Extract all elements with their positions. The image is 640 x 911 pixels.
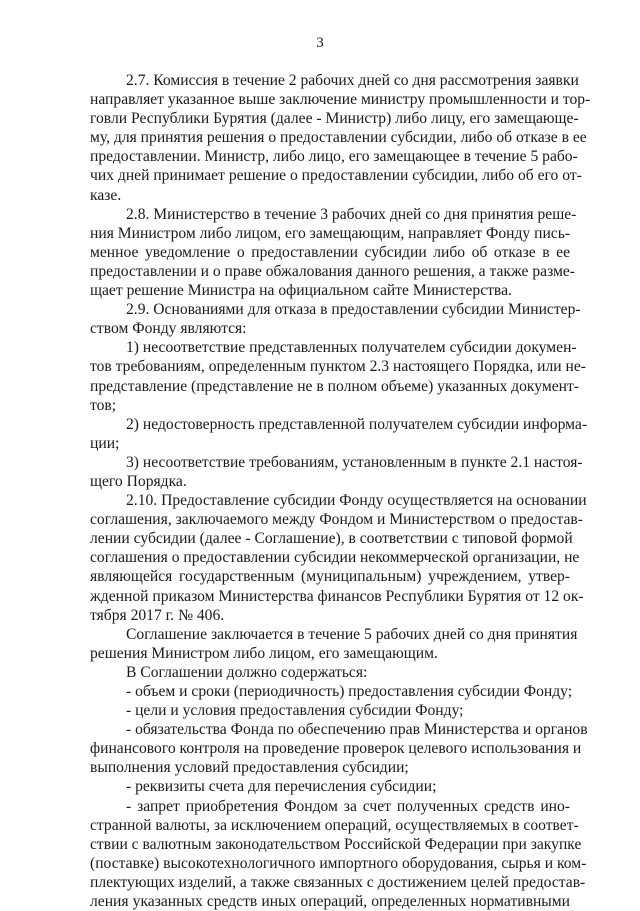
text-line: странной валюты, за исключением операций, осуществляемых в соответ-: [90, 816, 579, 834]
text-line: 3) несоответствие требованиям, установленным в пункте 2.1 настоя-: [126, 453, 583, 471]
text-line: предоставлении и о праве обжалования данного решения, а также разме-: [90, 262, 576, 280]
text-line: ции;: [90, 434, 120, 452]
text-line: менное уведомление о предоставлении субсидии либо об отказе в ее: [90, 243, 570, 261]
text-line: соглашения, заключаемого между Фондом и Министерством о предостав-: [90, 511, 583, 529]
text-line: представление (представление не в полном объеме) указанных документ-: [90, 377, 579, 395]
text-line: (поставке) высокотехнологичного импортного оборудования, сырья и ком-: [90, 854, 587, 872]
text-line: му, для принятия решения о предоставлении субсидии, либо об отказе в ее: [90, 129, 587, 147]
text-line: предоставлении. Министр, либо лицо, его замещающее в течение 5 рабо-: [90, 148, 578, 166]
text-line: казе.: [90, 186, 122, 204]
text-line: ления указанных средств иных операций, определенных нормативными: [90, 893, 570, 911]
text-line: плектующих изделий, а также связанных с достижением целей предостав-: [90, 873, 586, 891]
text-line: являющейся государственным (муниципальным) учреждением, утвер-: [90, 568, 570, 586]
text-line: 2) недостоверность представленной получателем субсидии информа-: [126, 415, 588, 433]
text-line: - объем и сроки (периодичность) предоставления субсидии Фонду;: [126, 683, 573, 700]
text-line: - цели и условия предоставления субсидии Фонду;: [126, 702, 464, 720]
text-line: 2.8. Министерство в течение 3 рабочих дней со дня принятия реше-: [126, 205, 577, 223]
text-line: В Соглашении должно содержаться:: [126, 663, 368, 681]
text-line: щает решение Министра на официальном сайте Министерства.: [90, 282, 512, 300]
text-line: 1) несоответствие представленных получателем субсидии докумен-: [126, 339, 577, 357]
text-line: ния Министром либо лицом, его замещающим, направляет Фонду пись-: [90, 224, 571, 242]
text-line: ствии с валютным законодательством Российской Федерации при закупке: [90, 835, 582, 853]
text-line: ством Фонду являются:: [90, 320, 247, 338]
text-line: тов требованиям, определенным пунктом 2.3 настоящего Порядка, или не-: [90, 358, 586, 376]
text-line: говли Республики Бурятия (далее - Министр) либо лицу, его замещающе-: [90, 110, 579, 128]
text-line: Соглашение заключается в течение 5 рабочих дней со дня принятия: [126, 625, 578, 643]
text-line: тов;: [90, 396, 117, 414]
page-number: 3: [316, 35, 324, 51]
text-line: тября 2017 г. № 406.: [90, 606, 225, 624]
text-line: 2.7. Комиссия в течение 2 рабочих дней со дня рассмотрения заявки: [126, 72, 579, 89]
text-line: финансового контроля на проведение проверок целевого использования и: [90, 740, 582, 758]
text-line: 2.9. Основаниями для отказа в предоставлении субсидии Министер-: [126, 301, 581, 319]
text-line: выполнения условий предоставления субсидии;: [90, 759, 409, 777]
text-line: - обязательства Фонда по обеспечению прав Министерства и органов: [126, 721, 588, 739]
document-body: [90, 71, 591, 911]
text-line: чих дней принимает решение о предоставлении субсидии, либо об его от-: [90, 167, 582, 185]
text-line: направляет указанное выше заключение министру промышленности и тор-: [90, 91, 591, 109]
text-line: лении субсидии (далее - Соглашение), в соответствии с типовой формой: [90, 530, 573, 548]
text-line: 2.10. Предоставление субсидии Фонду осуществляется на основании: [126, 492, 587, 510]
text-line: - реквизиты счета для перечисления субсидии;: [126, 778, 437, 796]
text-line: жденной приказом Министерства финансов Республики Бурятия от 12 ок-: [90, 587, 584, 605]
text-line: щего Порядка.: [90, 472, 187, 490]
text-line: - запрет приобретения Фондом за счет полученных средств ино-: [126, 797, 570, 815]
text-line: соглашения о предоставлении субсидии некоммерческой организации, не: [90, 549, 580, 567]
text-line: решения Министром либо лицом, его замещающим.: [90, 644, 438, 662]
